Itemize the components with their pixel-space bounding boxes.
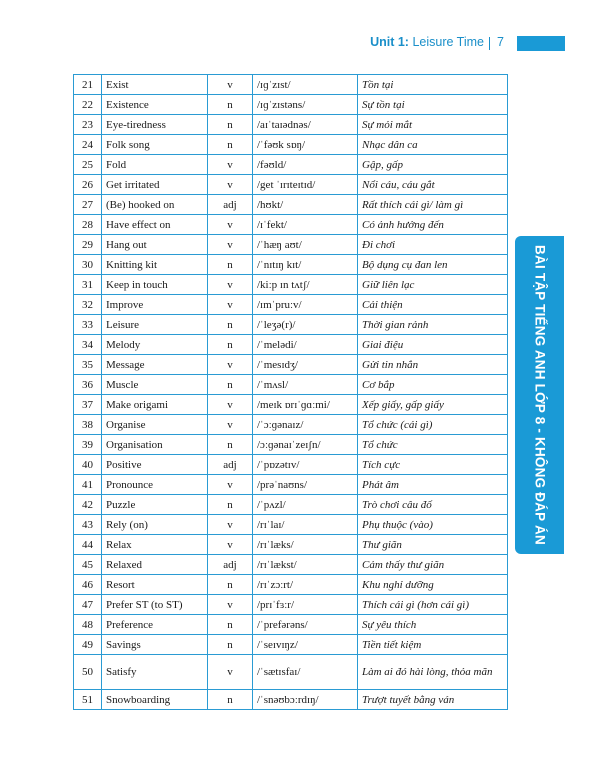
row-part-of-speech: adj bbox=[208, 195, 253, 215]
row-word: Melody bbox=[102, 335, 208, 355]
row-number: 31 bbox=[74, 275, 102, 295]
table-row bbox=[74, 375, 508, 395]
row-number: 45 bbox=[74, 555, 102, 575]
side-tab-label: BÀI TẬP TIẾNG ANH LỚP 8 - KHÔNG ĐÁP ÁN bbox=[532, 245, 547, 545]
row-word: Satisfy bbox=[102, 655, 208, 690]
page-number: 7 bbox=[497, 35, 504, 49]
row-part-of-speech: adj bbox=[208, 455, 253, 475]
table-row bbox=[74, 255, 508, 275]
row-word: Hang out bbox=[102, 235, 208, 255]
row-number: 50 bbox=[74, 655, 102, 690]
row-pronunciation: /ˈmʌsl/ bbox=[253, 375, 358, 395]
row-part-of-speech: v bbox=[208, 535, 253, 555]
row-pronunciation: /aɪˈtaɪədnəs/ bbox=[253, 115, 358, 135]
row-meaning: Nhạc dân ca bbox=[358, 135, 508, 155]
row-pronunciation: /ɪɡˈzɪstəns/ bbox=[253, 95, 358, 115]
row-part-of-speech: n bbox=[208, 115, 253, 135]
row-word: Organise bbox=[102, 415, 208, 435]
row-part-of-speech: v bbox=[208, 355, 253, 375]
unit-label: Unit 1: bbox=[370, 35, 409, 49]
table-row bbox=[74, 415, 508, 435]
row-word: Folk song bbox=[102, 135, 208, 155]
row-part-of-speech: v bbox=[208, 595, 253, 615]
row-meaning: Sự tồn tại bbox=[358, 95, 508, 115]
row-number: 32 bbox=[74, 295, 102, 315]
row-part-of-speech: v bbox=[208, 295, 253, 315]
row-word: Leisure bbox=[102, 315, 208, 335]
vocabulary-table bbox=[73, 74, 508, 710]
row-meaning: Phát âm bbox=[358, 475, 508, 495]
row-pronunciation: /ˈpɒzətɪv/ bbox=[253, 455, 358, 475]
row-meaning: Cải thiện bbox=[358, 295, 508, 315]
row-pronunciation: /rɪˈlæks/ bbox=[253, 535, 358, 555]
table-row bbox=[74, 75, 508, 95]
row-pronunciation: /ˈmelədi/ bbox=[253, 335, 358, 355]
table-row bbox=[74, 575, 508, 595]
row-pronunciation: /ˈsætɪsfaɪ/ bbox=[253, 655, 358, 690]
row-pronunciation: /ˈnɪtɪŋ kɪt/ bbox=[253, 255, 358, 275]
row-word: Savings bbox=[102, 635, 208, 655]
row-part-of-speech: n bbox=[208, 95, 253, 115]
row-meaning: Làm ai đó hài lòng, thỏa mãn bbox=[358, 655, 508, 690]
row-number: 35 bbox=[74, 355, 102, 375]
table-row bbox=[74, 115, 508, 135]
row-word: Knitting kit bbox=[102, 255, 208, 275]
row-part-of-speech: n bbox=[208, 690, 253, 710]
row-meaning: Rất thích cái gì/ làm gì bbox=[358, 195, 508, 215]
row-meaning: Gập, gấp bbox=[358, 155, 508, 175]
row-meaning: Tổ chức (cái gì) bbox=[358, 415, 508, 435]
row-word: Keep in touch bbox=[102, 275, 208, 295]
row-meaning: Sự mỏi mắt bbox=[358, 115, 508, 135]
row-word: Fold bbox=[102, 155, 208, 175]
table-row bbox=[74, 655, 508, 690]
row-meaning: Có ảnh hưởng đến bbox=[358, 215, 508, 235]
row-meaning: Cảm thấy thư giãn bbox=[358, 555, 508, 575]
row-part-of-speech: n bbox=[208, 315, 253, 335]
row-number: 36 bbox=[74, 375, 102, 395]
table-row bbox=[74, 495, 508, 515]
table-row bbox=[74, 635, 508, 655]
header-divider bbox=[489, 37, 490, 50]
row-pronunciation: /ˈleʒə(r)/ bbox=[253, 315, 358, 335]
row-word: Existence bbox=[102, 95, 208, 115]
row-part-of-speech: n bbox=[208, 335, 253, 355]
table-row bbox=[74, 235, 508, 255]
row-number: 37 bbox=[74, 395, 102, 415]
row-number: 41 bbox=[74, 475, 102, 495]
row-word: Eye-tiredness bbox=[102, 115, 208, 135]
table-row bbox=[74, 355, 508, 375]
row-word: Relax bbox=[102, 535, 208, 555]
row-pronunciation: /rɪˈlækst/ bbox=[253, 555, 358, 575]
page-header bbox=[0, 34, 602, 54]
row-meaning: Tiền tiết kiệm bbox=[358, 635, 508, 655]
table-row bbox=[74, 595, 508, 615]
row-pronunciation: /ˈsnəʊbɔːrdɪŋ/ bbox=[253, 690, 358, 710]
row-part-of-speech: v bbox=[208, 475, 253, 495]
row-pronunciation: /ˈɔːɡənaɪz/ bbox=[253, 415, 358, 435]
table-row bbox=[74, 335, 508, 355]
row-part-of-speech: n bbox=[208, 435, 253, 455]
row-number: 33 bbox=[74, 315, 102, 335]
row-word: Snowboarding bbox=[102, 690, 208, 710]
row-part-of-speech: v bbox=[208, 655, 253, 690]
table-row bbox=[74, 215, 508, 235]
row-number: 21 bbox=[74, 75, 102, 95]
row-meaning: Giữ liên lạc bbox=[358, 275, 508, 295]
row-number: 27 bbox=[74, 195, 102, 215]
table-row bbox=[74, 195, 508, 215]
table-row bbox=[74, 535, 508, 555]
row-meaning: Thích cái gì (hơn cái gì) bbox=[358, 595, 508, 615]
table-row bbox=[74, 615, 508, 635]
row-meaning: Trượt tuyết bằng ván bbox=[358, 690, 508, 710]
row-pronunciation: /ɪˈfekt/ bbox=[253, 215, 358, 235]
table-row bbox=[74, 435, 508, 455]
row-word: Muscle bbox=[102, 375, 208, 395]
row-part-of-speech: adj bbox=[208, 555, 253, 575]
side-tab bbox=[515, 236, 564, 554]
row-part-of-speech: v bbox=[208, 275, 253, 295]
header-accent-bar bbox=[517, 36, 565, 51]
row-part-of-speech: n bbox=[208, 615, 253, 635]
row-pronunciation: /rɪˈlaɪ/ bbox=[253, 515, 358, 535]
row-part-of-speech: v bbox=[208, 235, 253, 255]
table-row bbox=[74, 175, 508, 195]
row-word: Relaxed bbox=[102, 555, 208, 575]
row-pronunciation: /kiːp ɪn tʌtʃ/ bbox=[253, 275, 358, 295]
table-row bbox=[74, 455, 508, 475]
table-row bbox=[74, 275, 508, 295]
row-number: 28 bbox=[74, 215, 102, 235]
row-word: Improve bbox=[102, 295, 208, 315]
row-pronunciation: /prəˈnaʊns/ bbox=[253, 475, 358, 495]
row-word: Rely (on) bbox=[102, 515, 208, 535]
row-meaning: Khu nghỉ dưỡng bbox=[358, 575, 508, 595]
row-word: Resort bbox=[102, 575, 208, 595]
row-word: Prefer ST (to ST) bbox=[102, 595, 208, 615]
table-row bbox=[74, 395, 508, 415]
row-meaning: Bộ dụng cụ đan len bbox=[358, 255, 508, 275]
row-meaning: Tồn tại bbox=[358, 75, 508, 95]
row-pronunciation: /fəʊld/ bbox=[253, 155, 358, 175]
table-row bbox=[74, 475, 508, 495]
row-meaning: Tích cực bbox=[358, 455, 508, 475]
row-word: Get irritated bbox=[102, 175, 208, 195]
row-meaning: Phụ thuộc (vào) bbox=[358, 515, 508, 535]
row-part-of-speech: v bbox=[208, 515, 253, 535]
table-row bbox=[74, 555, 508, 575]
row-number: 40 bbox=[74, 455, 102, 475]
row-word: Pronounce bbox=[102, 475, 208, 495]
row-part-of-speech: n bbox=[208, 375, 253, 395]
row-part-of-speech: n bbox=[208, 255, 253, 275]
row-meaning: Xếp giấy, gấp giấy bbox=[358, 395, 508, 415]
row-word: Positive bbox=[102, 455, 208, 475]
table-row bbox=[74, 295, 508, 315]
row-meaning: Cơ bắp bbox=[358, 375, 508, 395]
row-part-of-speech: v bbox=[208, 215, 253, 235]
row-number: 30 bbox=[74, 255, 102, 275]
row-pronunciation: /ɪɡˈzɪst/ bbox=[253, 75, 358, 95]
row-pronunciation: /rɪˈzɔːrt/ bbox=[253, 575, 358, 595]
row-number: 46 bbox=[74, 575, 102, 595]
row-number: 29 bbox=[74, 235, 102, 255]
row-meaning: Giai điệu bbox=[358, 335, 508, 355]
vocabulary-table-body bbox=[74, 75, 508, 710]
row-meaning: Sự yêu thích bbox=[358, 615, 508, 635]
row-meaning: Thời gian rảnh bbox=[358, 315, 508, 335]
row-meaning: Trò chơi câu đố bbox=[358, 495, 508, 515]
row-word: (Be) hooked on bbox=[102, 195, 208, 215]
row-word: Preference bbox=[102, 615, 208, 635]
table-row bbox=[74, 690, 508, 710]
row-pronunciation: /ˈseɪvɪŋz/ bbox=[253, 635, 358, 655]
row-number: 48 bbox=[74, 615, 102, 635]
row-part-of-speech: v bbox=[208, 415, 253, 435]
row-pronunciation: /ˈfəʊk sɒŋ/ bbox=[253, 135, 358, 155]
row-part-of-speech: n bbox=[208, 575, 253, 595]
row-number: 38 bbox=[74, 415, 102, 435]
row-number: 23 bbox=[74, 115, 102, 135]
unit-title bbox=[370, 35, 484, 49]
row-number: 47 bbox=[74, 595, 102, 615]
row-number: 24 bbox=[74, 135, 102, 155]
row-word: Organisation bbox=[102, 435, 208, 455]
row-pronunciation: /hʊkt/ bbox=[253, 195, 358, 215]
row-meaning: Gửi tin nhắn bbox=[358, 355, 508, 375]
row-number: 51 bbox=[74, 690, 102, 710]
row-meaning: Nổi cáu, cáu gắt bbox=[358, 175, 508, 195]
row-part-of-speech: n bbox=[208, 135, 253, 155]
row-pronunciation: /prɪˈfɜːr/ bbox=[253, 595, 358, 615]
row-pronunciation: /ˈpʌzl/ bbox=[253, 495, 358, 515]
row-pronunciation: /ˈmesɪdʒ/ bbox=[253, 355, 358, 375]
table-row bbox=[74, 95, 508, 115]
row-part-of-speech: n bbox=[208, 635, 253, 655]
row-pronunciation: /ˈprefərəns/ bbox=[253, 615, 358, 635]
row-meaning: Đi chơi bbox=[358, 235, 508, 255]
table-row bbox=[74, 515, 508, 535]
row-number: 39 bbox=[74, 435, 102, 455]
row-pronunciation: /ˈhæŋ aʊt/ bbox=[253, 235, 358, 255]
row-number: 34 bbox=[74, 335, 102, 355]
table-row bbox=[74, 315, 508, 335]
unit-name: Leisure Time bbox=[412, 35, 484, 49]
row-number: 42 bbox=[74, 495, 102, 515]
row-part-of-speech: v bbox=[208, 175, 253, 195]
row-word: Have effect on bbox=[102, 215, 208, 235]
row-pronunciation: /ɔːɡənaɪˈzeɪʃn/ bbox=[253, 435, 358, 455]
row-word: Message bbox=[102, 355, 208, 375]
row-word: Make origami bbox=[102, 395, 208, 415]
row-pronunciation: /meɪk ɒrɪˈɡɑːmi/ bbox=[253, 395, 358, 415]
table-row bbox=[74, 155, 508, 175]
row-number: 26 bbox=[74, 175, 102, 195]
row-part-of-speech: v bbox=[208, 395, 253, 415]
row-meaning: Thư giãn bbox=[358, 535, 508, 555]
row-pronunciation: /get ˈɪrɪteɪtɪd/ bbox=[253, 175, 358, 195]
row-number: 22 bbox=[74, 95, 102, 115]
row-part-of-speech: n bbox=[208, 495, 253, 515]
row-number: 25 bbox=[74, 155, 102, 175]
row-word: Puzzle bbox=[102, 495, 208, 515]
row-number: 43 bbox=[74, 515, 102, 535]
table-row bbox=[74, 135, 508, 155]
row-part-of-speech: v bbox=[208, 155, 253, 175]
row-part-of-speech: v bbox=[208, 75, 253, 95]
row-number: 49 bbox=[74, 635, 102, 655]
row-number: 44 bbox=[74, 535, 102, 555]
row-pronunciation: /ɪmˈpruːv/ bbox=[253, 295, 358, 315]
row-meaning: Tổ chức bbox=[358, 435, 508, 455]
row-word: Exist bbox=[102, 75, 208, 95]
